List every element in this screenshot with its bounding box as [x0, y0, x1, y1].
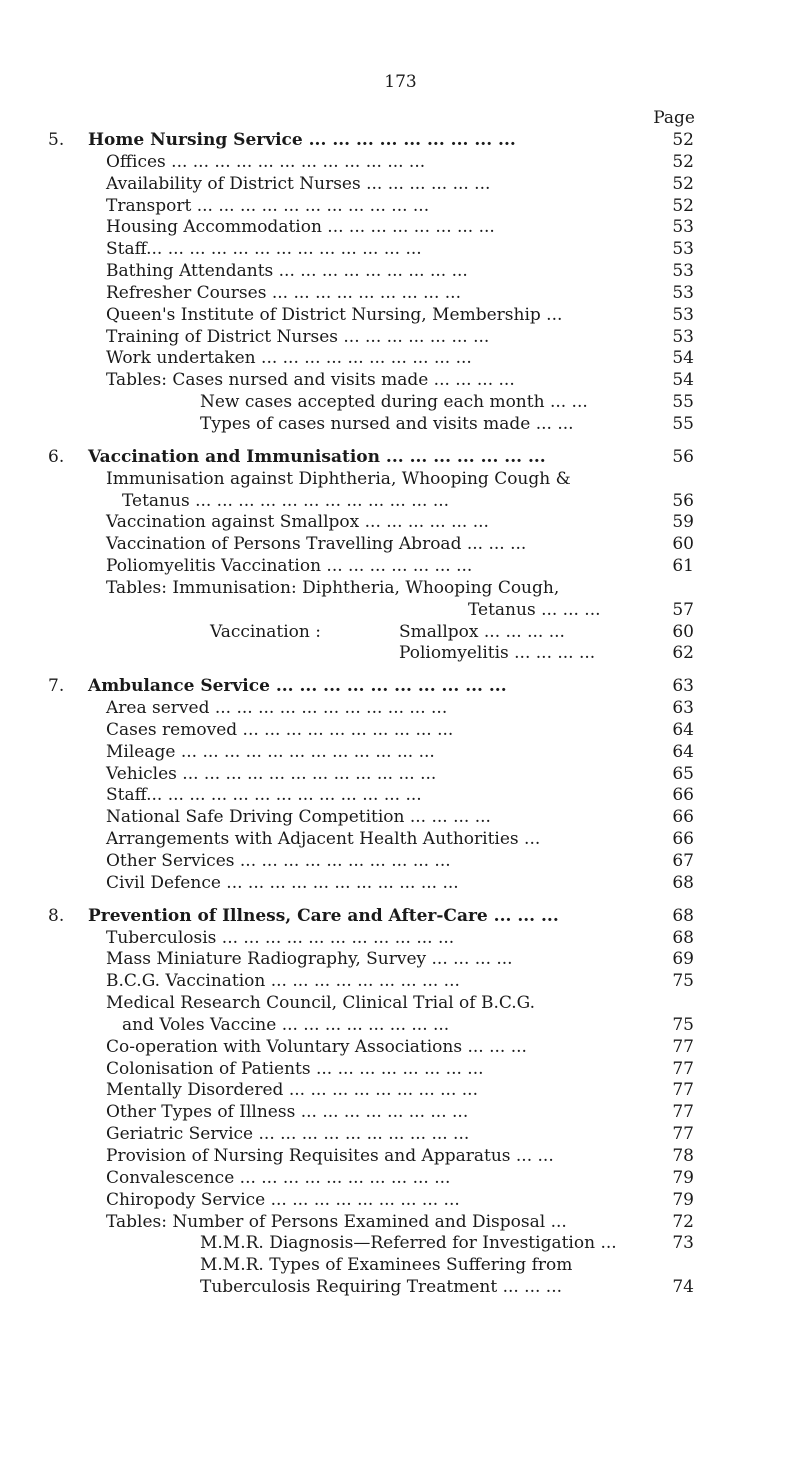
toc-entry-page: 60 — [672, 534, 694, 555]
toc-entry — [0, 643, 801, 665]
page-column-heading: Page — [653, 108, 695, 128]
section-number: 7. — [48, 676, 65, 697]
toc-entry — [0, 1037, 801, 1059]
toc-entry-page: 72 — [672, 1211, 694, 1232]
toc-entry-page: 66 — [672, 785, 694, 806]
toc-entry-text: Vaccination against Smallpox ... ... ... ... ... ... — [106, 512, 489, 533]
toc-entry — [0, 1146, 801, 1168]
toc-entry-page: 53 — [672, 239, 694, 260]
toc-entry-page: 53 — [672, 304, 694, 325]
section-heading-row — [0, 130, 801, 152]
toc-entry — [0, 1124, 801, 1146]
toc-entry-text: Offices ... ... ... ... ... ... ... ... ... ... ... ... — [106, 151, 426, 172]
section-page: 68 — [672, 905, 694, 926]
toc-entry — [0, 174, 801, 196]
toc-entry-text: Colonisation of Patients ... ... ... ... ... ... ... ... — [106, 1058, 484, 1079]
toc-entry-page: 64 — [672, 719, 694, 740]
toc-entry-page: 77 — [672, 1080, 694, 1101]
toc-entry — [0, 534, 801, 556]
toc-entry — [0, 785, 801, 807]
toc-entry-page: 68 — [672, 927, 694, 948]
toc-entry-text: Tetanus ... ... ... — [468, 599, 601, 620]
toc-entry — [0, 578, 801, 600]
toc-entry-page: 79 — [672, 1167, 694, 1188]
toc-entry-text: M.M.R. Types of Examinees Suffering from — [200, 1255, 573, 1276]
toc-entry-page: 67 — [672, 851, 694, 871]
toc-entry-text: Poliomyelitis ... ... ... ... — [399, 643, 596, 664]
toc-entry — [0, 949, 801, 971]
toc-entry — [0, 327, 801, 349]
toc-entry-text: Area served ... ... ... ... ... ... ... ... ... ... ... — [106, 698, 448, 719]
section-number: 8. — [48, 905, 65, 926]
toc-entry-text: Tables: Cases nursed and visits made ... ... ... ... — [106, 370, 515, 391]
toc-entry — [0, 720, 801, 742]
toc-entry — [0, 1233, 801, 1255]
toc-entry-text: Cases removed ... ... ... ... ... ... ... ... ... ... — [106, 719, 454, 740]
toc-entry-page: 55 — [672, 392, 694, 413]
toc-entry-subtext: Smallpox ... ... ... ... — [399, 621, 565, 642]
toc-entry-text: New cases accepted during each month ... ... — [200, 392, 588, 413]
toc-entry-text: National Safe Driving Competition ... ... ... ... — [106, 807, 491, 828]
toc-entry-page: 75 — [672, 1014, 694, 1035]
toc-entry — [0, 600, 801, 622]
toc-entry — [0, 1190, 801, 1212]
toc-entry-text: Immunisation against Diphtheria, Whooping Cough & — [106, 468, 571, 489]
toc-entry-page: 60 — [672, 621, 694, 642]
section-gap — [0, 665, 801, 676]
toc-entry — [0, 1102, 801, 1124]
toc-entry-text: Civil Defence ... ... ... ... ... ... ... ... ... ... ... — [106, 872, 459, 893]
toc-entry — [0, 1168, 801, 1190]
toc-entry-page: 77 — [672, 1036, 694, 1057]
toc-entry — [0, 512, 801, 534]
toc-entry-page: 74 — [672, 1277, 694, 1298]
section-title: Prevention of Illness, Care and After-Care ... ... ... — [88, 905, 559, 926]
toc-entry-page: 52 — [672, 151, 694, 172]
section-title: Ambulance Service ... ... ... ... ... ... ... ... ... ... — [88, 676, 507, 697]
toc-entry-text: Tables: Immunisation: Diphtheria, Whooping Cough, — [106, 577, 560, 598]
section-number: 5. — [48, 130, 65, 150]
toc-entry-page: 61 — [672, 556, 694, 577]
toc-entry-page: 77 — [672, 1102, 694, 1123]
toc-entry-page: 59 — [672, 512, 694, 533]
table-of-contents — [0, 130, 801, 1299]
toc-entry-text: Queen's Institute of District Nursing, Membership ... — [106, 304, 563, 325]
section-number: 6. — [48, 446, 65, 467]
toc-entry-page: 53 — [672, 326, 694, 347]
toc-entry — [0, 1059, 801, 1081]
toc-entry — [0, 829, 801, 851]
toc-entry-text: Mentally Disordered ... ... ... ... ... ... ... ... ... — [106, 1080, 478, 1101]
toc-entry-text: Arrangements with Adjacent Health Authorities ... — [106, 829, 541, 850]
toc-entry-page: 63 — [672, 698, 694, 719]
toc-entry — [0, 469, 801, 491]
toc-entry-text: Medical Research Council, Clinical Trial of B.C.G. — [106, 993, 536, 1014]
toc-entry-page: 68 — [672, 872, 694, 893]
toc-entry-text: Transport ... ... ... ... ... ... ... ... ... ... ... — [106, 195, 430, 216]
toc-entry-text: Vehicles ... ... ... ... ... ... ... ... ... ... ... ... — [106, 763, 437, 784]
toc-entry-page: 62 — [672, 643, 694, 664]
toc-entry-text: and Voles Vaccine ... ... ... ... ... ... ... ... — [122, 1014, 450, 1035]
toc-entry — [0, 622, 801, 644]
toc-entry — [0, 414, 801, 436]
toc-entry — [0, 1255, 801, 1277]
toc-entry-text: Convalescence ... ... ... ... ... ... ... ... ... ... — [106, 1167, 451, 1188]
toc-entry-page: 53 — [672, 261, 694, 282]
toc-entry-text: Types of cases nursed and visits made ... ... — [200, 413, 574, 434]
toc-entry — [0, 807, 801, 829]
toc-entry — [0, 873, 801, 895]
toc-entry-page: 78 — [672, 1145, 694, 1166]
toc-entry-text: Availability of District Nurses ... ... ... ... ... ... — [106, 173, 491, 194]
toc-entry-text: Staff... ... ... ... ... ... ... ... ... ... ... ... ... — [106, 239, 422, 260]
toc-entry-text: B.C.G. Vaccination ... ... ... ... ... ... ... ... ... — [106, 971, 460, 992]
toc-entry — [0, 971, 801, 993]
toc-entry-text: Vaccination : — [210, 621, 321, 642]
toc-entry-page: 69 — [672, 949, 694, 970]
toc-entry — [0, 764, 801, 786]
toc-entry-text: Tuberculosis ... ... ... ... ... ... ... ... ... ... ... — [106, 927, 455, 948]
toc-entry — [0, 305, 801, 327]
toc-entry-page: 77 — [672, 1058, 694, 1079]
section-gap — [0, 895, 801, 906]
toc-entry — [0, 1212, 801, 1234]
toc-entry — [0, 348, 801, 370]
toc-entry — [0, 993, 801, 1015]
toc-entry-text: Provision of Nursing Requisites and Apparatus ... ... — [106, 1145, 554, 1166]
toc-entry-text: Mass Miniature Radiography, Survey ... ... ... ... — [106, 949, 513, 970]
toc-entry — [0, 283, 801, 305]
toc-entry — [0, 392, 801, 414]
toc-entry — [0, 196, 801, 218]
toc-entry — [0, 698, 801, 720]
toc-entry-text: Training of District Nurses ... ... ... ... ... ... ... — [106, 326, 490, 347]
toc-entry-page: 54 — [672, 348, 694, 369]
toc-entry-page: 73 — [672, 1233, 694, 1254]
toc-entry — [0, 1080, 801, 1102]
toc-entry-text: Other Services ... ... ... ... ... ... ... ... ... ... — [106, 851, 451, 871]
toc-entry — [0, 928, 801, 950]
toc-entry-text: Co-operation with Voluntary Associations ... ... ... — [106, 1036, 527, 1057]
section-title: Home Nursing Service ... ... ... ... ... ... ... ... ... — [88, 130, 516, 150]
toc-entry — [0, 851, 801, 873]
section-page: 63 — [672, 676, 694, 697]
toc-entry-text: Vaccination of Persons Travelling Abroad ... ... ... — [106, 534, 527, 555]
toc-entry — [0, 742, 801, 764]
toc-entry — [0, 491, 801, 513]
toc-entry — [0, 370, 801, 392]
toc-entry-text: Tuberculosis Requiring Treatment ... ... ... — [200, 1277, 563, 1298]
toc-entry-page: 52 — [672, 195, 694, 216]
section-heading-row — [0, 906, 801, 928]
toc-entry-page: 66 — [672, 807, 694, 828]
toc-entry-text: Staff... ... ... ... ... ... ... ... ... ... ... ... ... — [106, 785, 422, 806]
toc-entry-page: 75 — [672, 971, 694, 992]
section-page: 56 — [672, 446, 694, 467]
toc-entry-page: 55 — [672, 413, 694, 434]
toc-entry-page: 65 — [672, 763, 694, 784]
toc-entry-page: 53 — [672, 217, 694, 238]
section-heading-row — [0, 447, 801, 469]
toc-entry-page: 54 — [672, 370, 694, 391]
toc-entry-text: Tables: Number of Persons Examined and Disposal ... — [106, 1211, 567, 1232]
page-number: 173 — [384, 72, 417, 92]
toc-entry-text: Geriatric Service ... ... ... ... ... ... ... ... ... ... — [106, 1124, 470, 1145]
toc-entry-text: M.M.R. Diagnosis—Referred for Investigation ... — [200, 1233, 617, 1254]
toc-entry-text: Chiropody Service ... ... ... ... ... ... ... ... ... — [106, 1189, 460, 1210]
toc-entry-page: 77 — [672, 1124, 694, 1145]
toc-entry-page: 79 — [672, 1189, 694, 1210]
toc-entry-text: Bathing Attendants ... ... ... ... ... ... ... ... ... — [106, 261, 468, 282]
toc-entry-page: 57 — [672, 599, 694, 620]
toc-entry-page: 52 — [672, 173, 694, 194]
toc-entry-text: Refresher Courses ... ... ... ... ... ... ... ... ... — [106, 282, 461, 303]
toc-entry-page: 56 — [672, 490, 694, 511]
toc-entry — [0, 1277, 801, 1299]
toc-entry — [0, 217, 801, 239]
section-page: 52 — [672, 130, 694, 150]
toc-entry-page: 66 — [672, 829, 694, 850]
toc-entry — [0, 239, 801, 261]
toc-entry-text: Other Types of Illness ... ... ... ... ... ... ... ... — [106, 1102, 469, 1123]
toc-entry-text: Poliomyelitis Vaccination ... ... ... ... ... ... ... — [106, 556, 473, 577]
toc-entry-text: Tetanus ... ... ... ... ... ... ... ... ... ... ... ... — [122, 490, 450, 511]
toc-entry — [0, 261, 801, 283]
toc-entry — [0, 1015, 801, 1037]
toc-entry-text: Work undertaken ... ... ... ... ... ... ... ... ... ... — [106, 348, 472, 369]
toc-entry — [0, 152, 801, 174]
section-gap — [0, 436, 801, 447]
toc-entry — [0, 556, 801, 578]
section-heading-row — [0, 676, 801, 698]
toc-entry-text: Housing Accommodation ... ... ... ... ... ... ... ... — [106, 217, 495, 238]
toc-entry-page: 53 — [672, 282, 694, 303]
toc-entry-page: 64 — [672, 741, 694, 762]
section-title: Vaccination and Immunisation ... ... ... ... ... ... ... — [88, 446, 546, 467]
toc-entry-text: Mileage ... ... ... ... ... ... ... ... ... ... ... ... — [106, 741, 435, 762]
